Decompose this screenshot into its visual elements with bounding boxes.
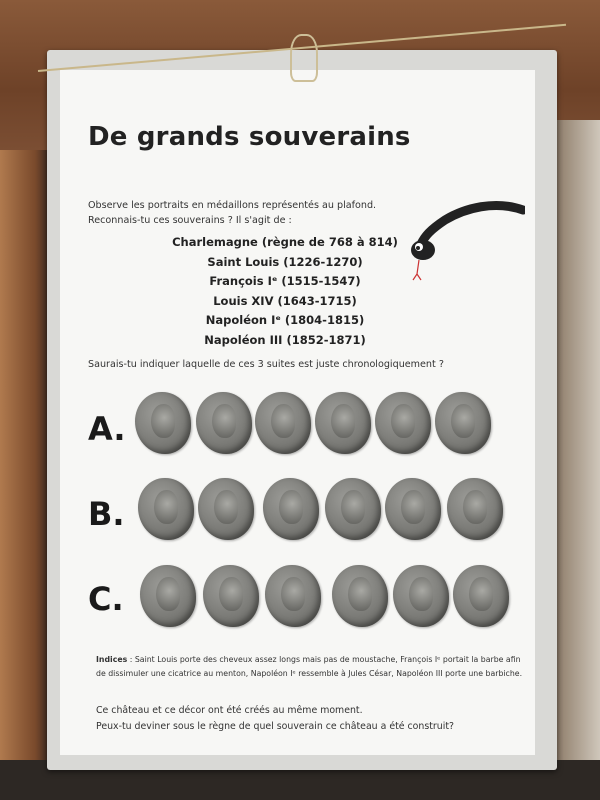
string-knot (290, 34, 318, 82)
final-line-1: Ce château et ce décor ont été créés au même moment. (96, 705, 363, 716)
row-label-c: C. (88, 580, 124, 618)
wall-background-left (0, 150, 50, 800)
hints-paragraph (96, 653, 524, 681)
medallion-portrait (203, 565, 259, 627)
medallion-portrait (265, 565, 321, 627)
medallion-portrait (198, 478, 254, 540)
hints-text: : Saint Louis porte des cheveux assez longs mais pas de moustache, François Iᵉ portait la barbe afin de dissimuler une cicatrice au menton, Napoléon Iᵉ ressemble à Jules César, Napoléon III porte une barbiche. (96, 655, 523, 678)
row-label-a: A. (88, 410, 126, 448)
medallion-portrait (255, 392, 311, 454)
sovereign-item: Napoléon III (1852-1871) (204, 332, 366, 347)
medallion-portrait (196, 392, 252, 454)
intro-text (88, 198, 376, 228)
medallion-portrait (393, 565, 449, 627)
sovereign-item: Saint Louis (1226-1270) (207, 254, 363, 269)
medallion-portrait (435, 392, 491, 454)
sovereign-list (160, 233, 410, 351)
medallion-portrait (138, 478, 194, 540)
sovereign-item: François Iᵉ (1515-1547) (209, 274, 361, 289)
intro-line-1: Observe les portraits en médaillons représentés au plafond. (88, 200, 377, 211)
row-label-b: B. (88, 495, 125, 533)
medallion-portrait (263, 478, 319, 540)
medallion-row-a (135, 392, 505, 462)
medallion-portrait (375, 392, 431, 454)
medallion-row-b (135, 478, 505, 548)
medallion-portrait (453, 565, 509, 627)
final-question (96, 703, 526, 734)
medallion-portrait (447, 478, 503, 540)
medallion-portrait (135, 392, 191, 454)
poster-title: De grands souverains (88, 122, 411, 152)
medallion-row-c (135, 565, 505, 635)
final-line-2: Peux-tu deviner sous le règne de quel souverain ce château a été construit? (96, 720, 454, 732)
medallion-portrait (385, 478, 441, 540)
snake-illustration (405, 200, 525, 290)
sovereign-item: Charlemagne (règne de 768 à 814) (172, 235, 398, 249)
medallion-portrait (325, 478, 381, 540)
chronology-question: Saurais-tu indiquer laquelle de ces 3 suites est juste chronologiquement ? (88, 359, 444, 370)
intro-line-2: Reconnais-tu ces souverains ? Il s'agit de : (88, 215, 292, 226)
sovereign-item: Napoléon Iᵉ (1804-1815) (205, 313, 365, 328)
medallion-portrait (315, 392, 371, 454)
sovereign-item: Louis XIV (1643-1715) (213, 293, 357, 308)
hints-label: Indices (96, 655, 128, 664)
medallion-portrait (140, 565, 196, 627)
medallion-portrait (332, 565, 388, 627)
